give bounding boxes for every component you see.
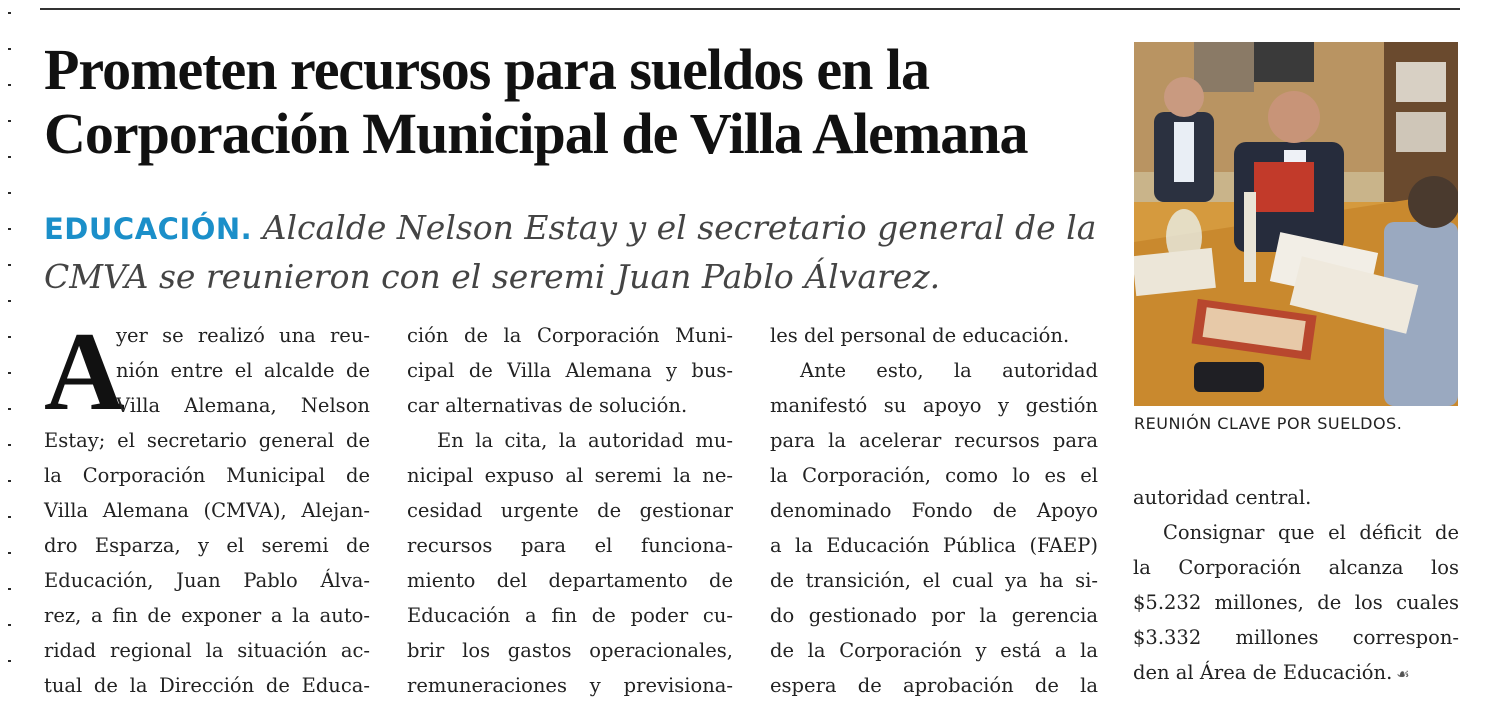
text-line: tual de la Dirección de Educa- — [44, 674, 370, 697]
text-line: remuneraciones y previsiona- — [407, 674, 733, 697]
text-line: a la Educación Pública (FAEP) — [770, 534, 1098, 557]
text-line: rez, a fin de exponer a la auto- — [44, 604, 370, 627]
left-column-rule — [8, 12, 11, 672]
text-line: cipal de Villa Alemana y bus- — [407, 359, 733, 382]
text-line: la Corporación, como lo es el — [770, 464, 1098, 487]
photo-caption: REUNIÓN CLAVE POR SUELDOS. — [1134, 414, 1403, 433]
deck-text: Alcalde Nelson Estay y el secretario general de la CMVA se reunieron con el seremi Juan Pablo Álvarez. — [44, 208, 1097, 296]
text-line: de la Corporación y está a la — [770, 639, 1098, 662]
article-column-4 — [1133, 480, 1459, 690]
article-column-2 — [407, 318, 733, 703]
text-line: Villa Alemana (CMVA), Alejan- — [44, 499, 370, 522]
article-deck — [44, 204, 1114, 301]
meeting-photo-illustration — [1134, 42, 1458, 406]
text-line: do gestionado por la gerencia — [770, 604, 1098, 627]
text-line: miento del departamento de — [407, 569, 733, 592]
text-line: Educación, Juan Pablo Álva- — [44, 569, 370, 592]
text-line: brir los gastos operacionales, — [407, 639, 733, 662]
text-line: yer se realizó una reu- — [116, 324, 370, 347]
text-line: Estay; el secretario general de — [44, 429, 370, 452]
text-line: la Corporación Municipal de — [44, 464, 370, 487]
text-line: para la acelerar recursos para — [770, 429, 1098, 452]
text-line: nicipal expuso al seremi la ne- — [407, 464, 733, 487]
text-line: les del personal de educación. — [770, 324, 1070, 347]
drop-cap: A — [44, 310, 125, 434]
article-column-1 — [44, 310, 370, 703]
text-line: la Corporación alcanza los — [1133, 556, 1459, 579]
text-line: denominado Fondo de Apoyo — [770, 499, 1098, 522]
text-line: ción de la Corporación Muni- — [407, 324, 733, 347]
article-headline: Prometen recursos para sueldos en la Corporación Municipal de Villa Alemana — [44, 37, 1028, 166]
text-line: recursos para el funciona- — [407, 534, 733, 557]
text-line: cesidad urgente de gestionar — [407, 499, 733, 522]
text-line: ridad regional la situación ac- — [44, 639, 370, 662]
text-line: de transición, el cual ya ha si- — [770, 569, 1098, 592]
text-line: $5.232 millones, de los cuales — [1133, 591, 1459, 614]
text-line: Consignar que el déficit de — [1163, 521, 1459, 544]
text-line: car alternativas de solución. — [407, 394, 688, 417]
text-line: Villa Alemana, Nelson — [116, 394, 370, 417]
text-line — [1133, 655, 1459, 690]
text-line: espera de aprobación de la — [770, 674, 1098, 697]
section-kicker: EDUCACIÓN. — [44, 212, 253, 246]
top-rule — [40, 8, 1460, 10]
text-line: dro Esparza, y el seremi de — [44, 534, 370, 557]
text-line: $3.332 millones correspon- — [1133, 626, 1459, 649]
end-mark-icon: ☙ — [1396, 665, 1410, 683]
text-line: En la cita, la autoridad mu- — [437, 429, 733, 452]
final-text: den al Área de Educación. — [1133, 661, 1393, 684]
text-line: nión entre el alcalde de — [116, 359, 370, 382]
meeting-photo — [1134, 42, 1458, 406]
text-line: manifestó su apoyo y gestión — [770, 394, 1098, 417]
text-line: Educación a fin de poder cu- — [407, 604, 733, 627]
text-line: autoridad central. — [1133, 486, 1312, 509]
article-column-3 — [770, 318, 1098, 703]
text-line: Ante esto, la autoridad — [800, 359, 1098, 382]
